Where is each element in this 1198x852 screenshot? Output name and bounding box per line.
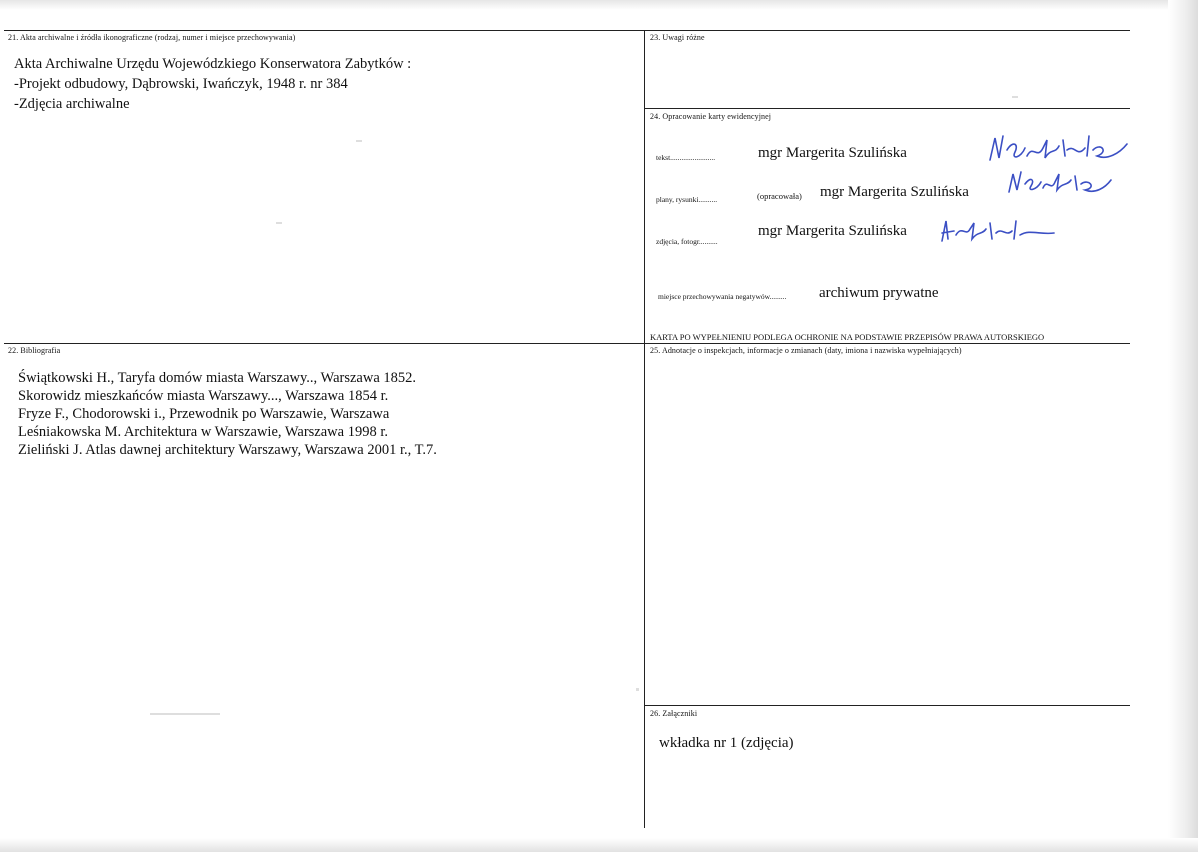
author-name-photos: mgr Margerita Szulińska <box>758 223 907 239</box>
scan-edge-top <box>0 0 1198 10</box>
author-name-text: mgr Margerita Szulińska <box>758 145 907 161</box>
signature-1 <box>985 130 1135 170</box>
bibliography-entry: Skorowidz mieszkańców miasta Warszawy..., Warszawa 1854 r. <box>18 388 389 404</box>
scan-speck <box>356 140 362 142</box>
copyright-notice: KARTA PO WYPEŁNIENIU PODLEGA OCHRONIE NA PODSTAWIE PRZEPISÓW PRAWA AUTORSKIEGO <box>650 332 1045 342</box>
section-21-line: -Zdjęcia archiwalne <box>14 96 130 112</box>
author-name-plans: mgr Margerita Szulińska <box>820 184 969 200</box>
scan-speck <box>150 713 220 715</box>
negatives-storage-value: archiwum prywatne <box>819 285 939 301</box>
section-22-label: 22. Bibliografia <box>8 346 61 355</box>
middle-divider-line <box>4 343 1130 344</box>
bibliography-entry: Leśniakowska M. Architektura w Warszawie, Warszawa 1998 r. <box>18 424 388 440</box>
attachments-value: wkładka nr 1 (zdjęcia) <box>659 735 794 751</box>
field-label-plans: plany, rysunki.......... <box>656 195 718 204</box>
scan-edge-bottom <box>0 838 1198 852</box>
section-21-line: Akta Archiwalne Urzędu Wojewódzkiego Konserwatora Zabytków : <box>14 56 412 72</box>
scan-edge-right <box>1168 0 1198 852</box>
section-21-label: 21. Akta archiwalne i źródła ikonograficzne (rodzaj, numer i miejsce przechowywania) <box>8 33 296 42</box>
section-24-label: 24. Opracowanie karty ewidencyjnej <box>650 112 772 121</box>
field-label-photos: zdjęcia, fotogr.......... <box>656 237 718 246</box>
section-25-26-divider <box>644 705 1130 706</box>
scan-speck <box>276 222 282 224</box>
field-label-text: tekst........................ <box>656 153 716 162</box>
scan-speck <box>1012 96 1018 98</box>
signature-3 <box>938 215 1058 249</box>
signature-2 <box>1005 168 1115 200</box>
negatives-storage-label: miejsce przechowywania negatywów......... <box>658 292 787 301</box>
bibliography-entry: Zieliński J. Atlas dawnej architektury Warszawy, Warszawa 2001 r., T.7. <box>18 442 437 458</box>
bibliography-entry: Świątkowski H., Taryfa domów miasta Warszawy.., Warszawa 1852. <box>18 370 416 386</box>
center-column-divider <box>644 30 645 828</box>
bibliography-entry: Fryze F., Chodorowski i., Przewodnik po Warszawie, Warszawa <box>18 406 390 422</box>
prepared-by-label: (opracowała) <box>757 191 802 201</box>
section-23-24-divider <box>644 108 1130 109</box>
section-23-label: 23. Uwagi różne <box>650 33 705 42</box>
section-21-line: -Projekt odbudowy, Dąbrowski, Iwańczyk, 1948 r. nr 384 <box>14 76 348 92</box>
top-border-line <box>4 30 1130 31</box>
section-25-label: 25. Adnotacje o inspekcjach, informacje o zmianach (daty, imiona i nazwiska wypełniających) <box>650 346 962 355</box>
scan-speck <box>636 688 639 691</box>
section-26-label: 26. Załączniki <box>650 709 698 718</box>
